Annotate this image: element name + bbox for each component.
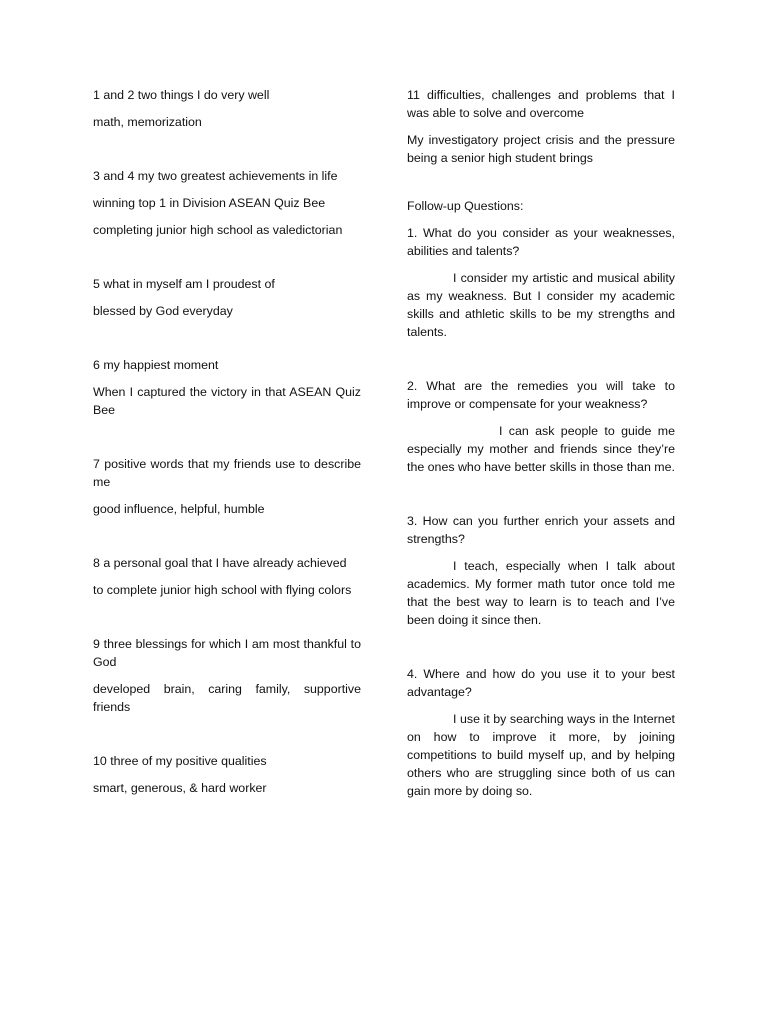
list-item [407, 86, 675, 167]
question-text: 2. What are the remedies you will take to improve or compensate for your weakness? [407, 379, 675, 411]
item-prompt: 10 three of my positive qualities [93, 754, 267, 768]
item-prompt: 11 difficulties, challenges and problems that I was able to solve and overcome [407, 88, 675, 120]
followup-question [407, 665, 675, 800]
question-text: 1. What do you consider as your weaknesses, abilities and talents? [407, 226, 675, 258]
followup-title: Follow-up Questions: [407, 199, 524, 213]
answer-text: I consider my artistic and musical ability as my weakness. But I consider my academic skills and athletic skills to be my strengths and talents. [407, 271, 675, 339]
list-item [93, 752, 361, 797]
answer-text: I use it by searching ways in the Internet on how to improve it more, by joining competitions to build myself up, and by helping others who are struggling since both of us can gain more by doing so. [407, 712, 675, 798]
followup-question [407, 512, 675, 629]
item-prompt: 3 and 4 my two greatest achievements in life [93, 169, 338, 183]
question-text: 3. How can you further enrich your assets and strengths? [407, 514, 675, 546]
right-column [407, 86, 675, 800]
item-answer: winning top 1 in Division ASEAN Quiz Bee [93, 196, 326, 210]
item-answer: math, memorization [93, 115, 202, 129]
item-prompt: 7 positive words that my friends use to describe me [93, 457, 361, 489]
item-answer: blessed by God everyday [93, 304, 233, 318]
item-answer: My investigatory project crisis and the pressure being a senior high student brings [407, 133, 675, 165]
followup-question [407, 224, 675, 341]
item-prompt: 1 and 2 two things I do very well [93, 88, 270, 102]
list-item [93, 167, 361, 239]
list-item [93, 356, 361, 419]
question-text: 4. Where and how do you use it to your best advantage? [407, 667, 675, 699]
item-answer: completing junior high school as valedictorian [93, 223, 343, 237]
item-answer: When I captured the victory in that ASEAN Quiz Bee [93, 385, 361, 417]
item-prompt: 5 what in myself am I proudest of [93, 277, 275, 291]
item-answer: to complete junior high school with flying colors [93, 583, 352, 597]
followup-question [407, 377, 675, 476]
list-item [93, 455, 361, 518]
answer-text: I can ask people to guide me especially my mother and friends since they’re the ones who have better skills in those than me. [407, 424, 675, 474]
answer-text: I teach, especially when I talk about academics. My former math tutor once told me that the best way to learn is to teach and I’ve been doing it since then. [407, 559, 675, 627]
list-item [93, 86, 361, 131]
item-prompt: 8 a personal goal that I have already achieved [93, 556, 347, 570]
left-column [93, 86, 361, 797]
item-prompt: 6 my happiest moment [93, 358, 219, 372]
item-answer: smart, generous, & hard worker [93, 781, 267, 795]
list-item [93, 554, 361, 599]
list-item [93, 275, 361, 320]
item-answer: developed brain, caring family, supportive friends [93, 682, 361, 714]
item-answer: good influence, helpful, humble [93, 502, 265, 516]
list-item [93, 635, 361, 716]
item-prompt: 9 three blessings for which I am most thankful to God [93, 637, 361, 669]
